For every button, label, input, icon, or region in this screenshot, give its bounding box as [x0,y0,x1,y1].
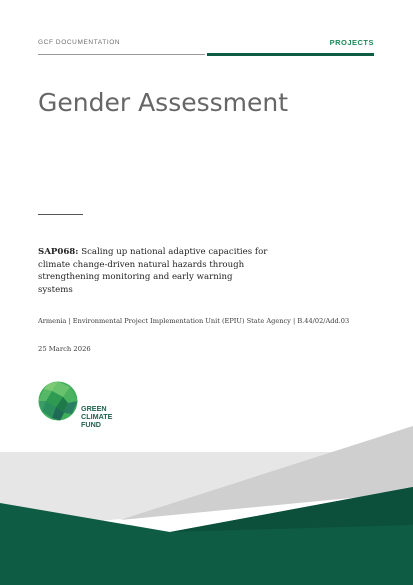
project-title: Scaling up national adaptive capacities for climate change-driven natural hazards through strengthening monitoring and early warning systems [38,247,268,295]
header-section-label: GCF DOCUMENTATION [38,39,121,46]
logo-line: GREEN [81,404,107,413]
document-date: 25 March 2026 [38,345,91,353]
header-category-label: PROJECTS [329,38,374,47]
document-meta: Armenia | Environmental Project Implementation Unit (EPIU) State Agency | B.44/02/Add.03 [38,317,350,325]
project-code: SAP068: [38,247,79,257]
document-title: Gender Assessment [38,88,289,117]
logo-line: FUND [81,420,101,429]
logo-line: CLIMATE [81,412,113,421]
